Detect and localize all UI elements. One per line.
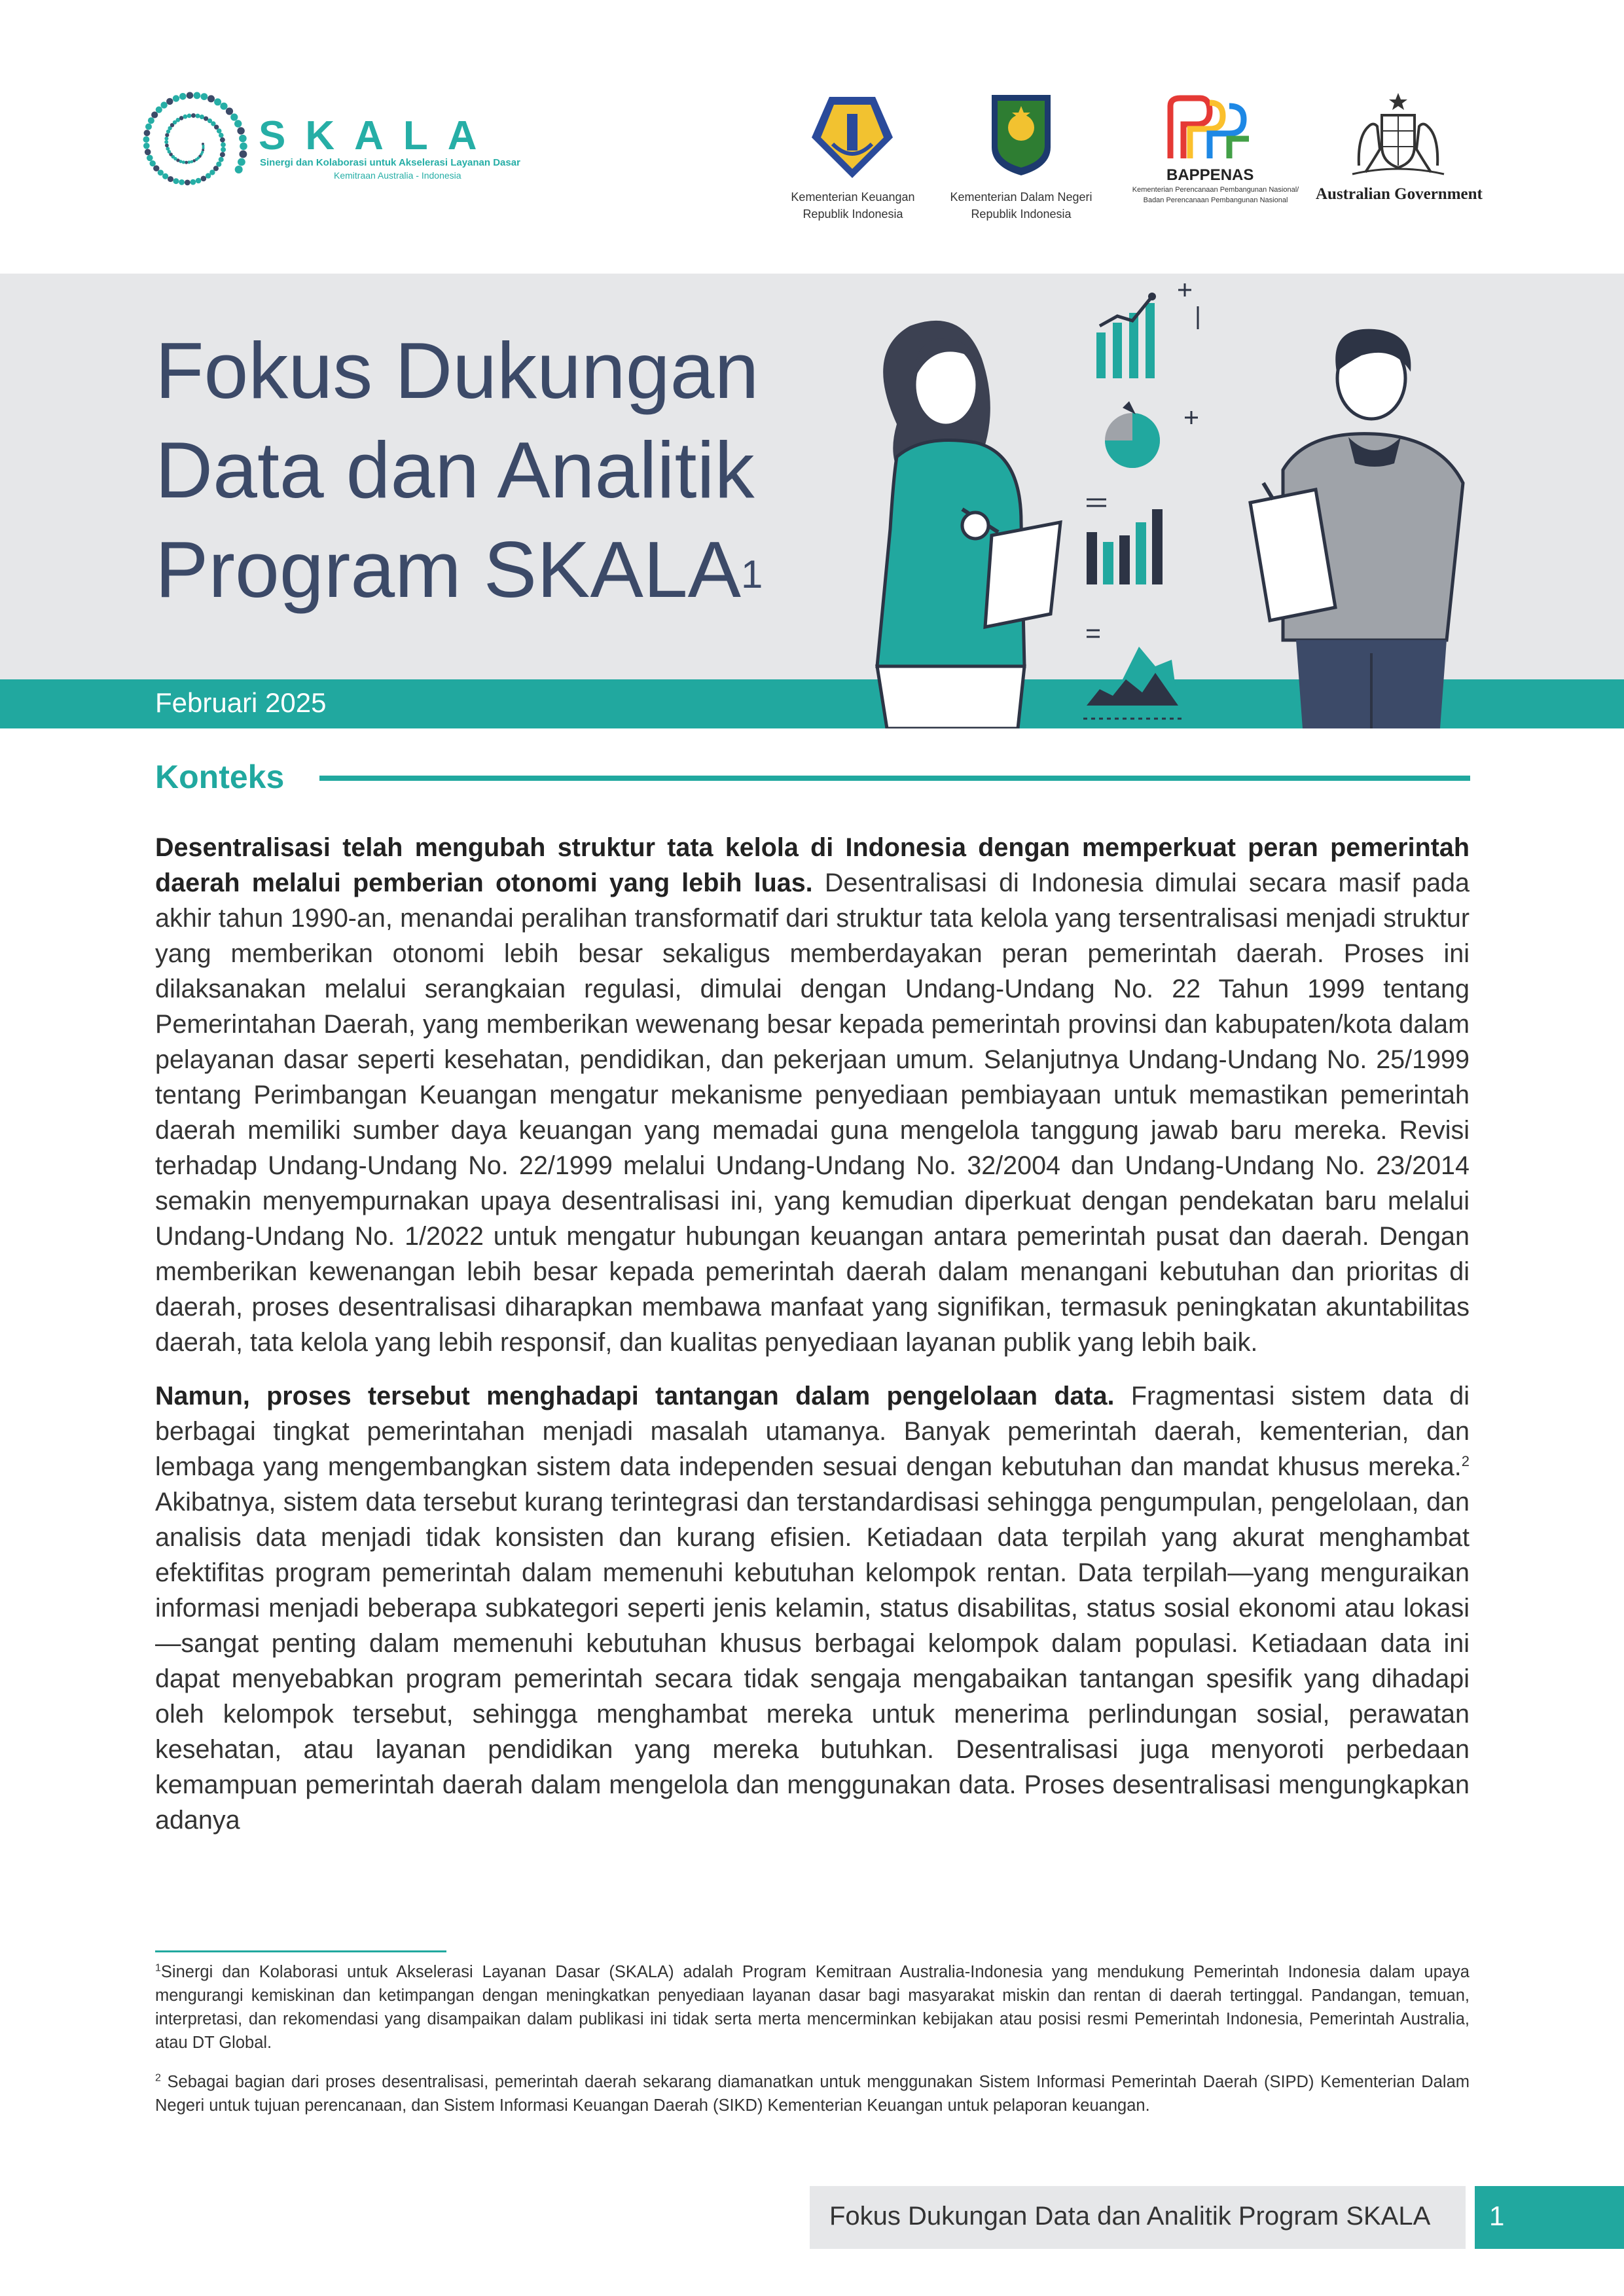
australia-coat-of-arms [1346,90,1451,182]
page-title: Fokus Dukungan Data dan Analitik Program SKALA$^1$ [155,326,763,614]
woman-figure-icon [877,321,1060,728]
kemenkeu-emblem-icon [806,92,898,183]
footnote-2: $^2$ Sebagai bagian dari proses desentralisasi, pemerintah daerah sekarang diamanatkan untuk menggunakan Sistem Informasi Pemerintah Daerah (SIPD) Kementerian Dalam Negeri untuk tujuan perencanaan, dan Sistem Informasi Keuangan Daerah (SIKD) Kementerian Keuangan untuk pelaporan keuangan. [155,2072,1470,2115]
title-footnote-ref: 1 [741,552,763,596]
page-number: 1 [1489,2200,1505,2231]
kemenkeu-caption: Kementerian Keuangan Republik Indonesia [791,190,915,221]
footnote-ref-2[interactable]: 2 [1461,1452,1470,1469]
bappenas-logo [1164,93,1255,168]
bappenas-caption: Kementerian Perencanaan Pembangunan Nasional/ Badan Perencanaan Pembangunan Nasional [1132,186,1299,204]
area-chart-icon [1083,630,1182,719]
footnote-divider [155,1950,446,1952]
skala-dots-icon [131,85,249,203]
coat-of-arms-icon [1346,90,1451,179]
bappenas-emblem-icon [1164,93,1255,165]
column-chart-icon [1087,499,1163,584]
footer-title: Fokus Dukungan Data dan Analitik Program SKALA [829,2202,1431,2231]
section-divider [319,776,1470,781]
kemenkeu-logo [806,92,898,187]
australian-government-label: Australian Government [1316,185,1483,203]
paragraph-2: Namun, proses tersebut menghadapi tantangan dalam pengelolaan data. Fragmentasi sistem data di berbagai tingkat pemerintahan menjadi masalah utamanya. Banyak pemerintah daerah, kementerian, dan lembaga yang mengembangkan sistem data independen sesuai dengan kebutuhan dan mandat khusus mereka.$^2$ Akibatnya, sistem data tersebut kurang terintegrasi dan terstandardisasi sehingga pengumpulan, pengelolaan, dan analisis data menjadi tidak konsisten dan kurang efisien. Ketiadaan data terpilah yang akurat menghambat efektifitas program pemerintah dalam memenuhi kebutuhan kelompok rentan. Data terpilah—yang menguraikan informasi menjadi beberapa subkategori seperti jenis kelamin, status disabilitas, status sosial ekonomi atau lokasi—sangat penting dalam memenuhi kebutuhan khusus berbagai kelompok dalam populasi. Ketiadaan data ini dapat menyebabkan program pemerintah secara tidak sengaja mengabaikan tantangan spesifik yang dihadapi oleh kelompok tersebut, sehingga menghambat mereka untuk menerima perlindungan sosial, perawatan kesehatan, atau layanan pendidikan yang mereka butuhkan. Desentralisasi juga menyoroti perbedaan kemampuan pemerintah daerah dalam mengelola dan menggunakan data. Proses desentralisasi mengungkapkan adanya [155,1382,1470,1835]
section-heading: Konteks [155,759,285,795]
paragraph-1: Desentralisasi telah mengubah struktur tata kelola di Indonesia dengan memperkuat peran pemerintah daerah melalui pemberian otonomi yang lebih luas. Desentralisasi di Indonesia dimulai secara masif pada akhir tahun 1990-an, menandai peralihan transformatif dari struktur tata kelola yang tersentralisasi menjadi struktur yang memberikan otonomi lebih besar sekaligus memberdayakan peran pemerintah daerah. Proses ini dilaksanakan melalui serangkaian regulasi, dimulai dengan Undang-Undang No. 22 Tahun 1999 tentang Pemerintahan Daerah, yang memberikan wewenang besar kepada pemerintah provinsi dan kabupaten/kota dalam pelayanan dasar seperti kesehatan, pendidikan, dan pekerjaan umum. Selanjutnya Undang-Undang No. 25/1999 tentang Perimbangan Keuangan mengatur mekanisme penyediaan pembiayaan untuk memastikan pemerintah daerah memiliki sumber daya keuangan yang memadai guna mengelola tanggung jawab baru mereka. Revisi terhadap Undang-Undang No. 22/1999 melalui Undang-Undang No. 32/2004 dan Undang-Undang No. 23/2014 semakin menyempurnakan upaya desentralisasi ini, yang kemudian diperkuat dengan pendekatan baru melalui Undang-Undang No. 1/2022 untuk mengatur hubungan keuangan antara pemerintah pusat dan daerah. Dengan memberikan kewenangan lebih besar kepada pemerintah daerah dalam menangani kebutuhan dan prioritas di daerah, proses desentralisasi diharapkan membawa manfaat yang signifikan, termasuk peningkatan akuntabilitas daerah, tata kelola yang lebih responsif, dan kualitas penyediaan layanan publik yang lebih baik. [155,833,1470,1357]
skala-logo [131,85,249,203]
footnote-1: $^1$Sinergi dan Kolaborasi untuk Akselerasi Layanan Dasar (SKALA) adalah Program Kemitraan Australia-Indonesia yang mendukung Pemerintah Indonesia dalam upaya mengurangi kemiskinan dan ketimpangan dengan meningkatkan penyediaan layanan dasar bagi masyarakat miskin dan rentan di daerah tertinggal. Pandangan, temuan, interpretasi, dan rekomendasi yang disampaikan dalam publikasi ini tidak serta merta mencerminkan kebijakan atau posisi resmi Pemerintah Indonesia, Pemerintah Australia, atau DT Global. [155,1962,1470,2052]
hero-illustration [825,274,1506,728]
man-figure-icon [1250,329,1463,728]
kemendagri-emblem-icon [988,92,1054,177]
pie-chart-icon [1105,401,1198,468]
skala-subtagline: Kemitraan Australia - Indonesia [334,170,461,181]
kemendagri-caption: Kementerian Dalam Negeri Republik Indonesia [950,190,1092,221]
bar-chart-icon [1096,283,1198,378]
skala-tagline: Sinergi dan Kolaborasi untuk Akselerasi Layanan Dasar [260,157,520,168]
body-content [155,830,1470,1856]
bappenas-name: BAPPENAS [1166,166,1254,184]
skala-wordmark: SKALA [259,113,497,158]
publication-date: Februari 2025 [155,687,327,718]
kemendagri-logo [988,92,1054,180]
